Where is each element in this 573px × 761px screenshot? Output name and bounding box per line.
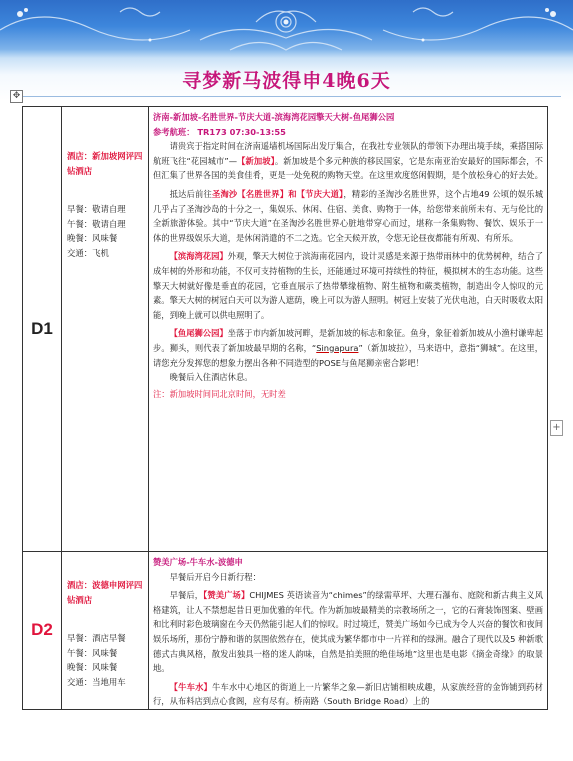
paragraph: 【牛车水】牛车水中心地区的街道上一片繁华之象—新旧店铺相映成趣，从家族经营的金饰铺到药材行，从布料店到点心食阁，应有尽有。桥南路（South Bridge Road）上的 xyxy=(153,681,543,707)
paragraph: 请贵宾于指定时间在济南遥墙机场国际出发厅集合，在我社专业领队的带领下办理出境手续，乘搭国际航班飞往“花园城市”—【新加坡】。新加坡是个多元种族的移民国家，它是东南亚治安最好的国际都会，不但汇集了世界各国的美食佳肴，更是一处免税的购物天堂。在这里欢度悠闲假期，是个放松身心的好去处。 xyxy=(153,141,543,181)
day-row-1 xyxy=(23,107,548,552)
ornament-decoration xyxy=(0,0,573,58)
day-info-cell xyxy=(62,107,149,552)
day-route: 赞美广场-牛车水-波德申 xyxy=(153,557,243,567)
hotel-info: 酒店：新加坡网评四钻酒店 xyxy=(67,151,143,176)
day-detail-cell xyxy=(149,552,548,710)
add-column-icon[interactable]: + xyxy=(550,420,563,436)
paragraph: 晚餐后入住酒店休息。 xyxy=(169,372,253,383)
transport: 交通：当地用车 xyxy=(67,676,126,687)
meal-lunch: 午餐：风味餐 xyxy=(67,647,118,658)
paragraph: 早餐后开启今日新行程： xyxy=(169,571,261,582)
paragraph: 【滨海湾花园】外观，擎天大树位于滨海南花园内，设计灵感是来源于热带雨林中的优势树种，结合了成年树的外形和功能，不仅可支持植物的生长，还能通过环境可持续性的特征，模拟树木的生态功能。这些擎天大树就好像是垂直的花园，它垂直展示了热带攀缘植物、附生植物和蕨类植物，制造出令人惊叹的元素。擎天大树的树冠白天可以为游人遮荫，晚上可以为游人照明。树冠上安装了光伏电池，白天时吸收太阳能，到晚上就可以供电照明了。 xyxy=(153,251,543,320)
meal-lunch: 午餐：敬请自理 xyxy=(67,218,126,229)
transport: 交通：飞机 xyxy=(67,247,109,258)
day-row-2 xyxy=(23,552,548,710)
meal-breakfast: 早餐：酒店早餐 xyxy=(67,633,126,644)
paragraph: 抵达后前往圣淘沙【名胜世界】和【节庆大道】，精彩的圣淘沙名胜世界，这个占地49 公顷的娱乐城几乎占了圣淘沙岛的十分之一，集娱乐、休闲、住宿、美食、购物于一体，给您带来前所未有、无与伦比的全新旅游体验。其中“节庆大道”在圣淘沙名胜世界心脏地带穿心而过，堪称一条集购物、餐饮、娱乐于一体的世界级娱乐大道，是休闲消遣的不二之选。它全天候开放，令您无论昼夜都能有所观、有所乐。 xyxy=(153,188,543,243)
day-route: 济南-新加坡-名胜世界-节庆大道-滨海湾花园擎天大树-鱼尾狮公园 xyxy=(153,112,395,122)
day-label: D2 xyxy=(31,620,53,640)
page-title: 寻梦新马波得申4晚6天 xyxy=(182,70,391,92)
itinerary-table xyxy=(22,106,548,710)
day-label-cell xyxy=(23,552,62,710)
meal-breakfast: 早餐：敬请自理 xyxy=(67,204,126,215)
table-move-handle-icon[interactable]: ✥ xyxy=(10,90,23,103)
header-banner xyxy=(0,0,573,58)
time-note: 注：新加坡时间同北京时间，无时差 xyxy=(153,388,286,399)
day-label: D1 xyxy=(31,319,53,338)
meals-list xyxy=(67,202,144,260)
paragraph: 【鱼尾狮公园】坐落于市内新加坡河畔，是新加坡的标志和象征。鱼身，象征着新加坡从小渔村谦卑起步。狮头，则代表了新加坡最早期的名称，“Singapura”（新加坡拉），马来语中，意指“狮城”。在这里，请您充分发挥您的想象力摆出各种不同造型的POSE与鱼尾狮亲密合影吧！ xyxy=(153,328,543,368)
hotel-info: 酒店：波德申网评四钻酒店 xyxy=(67,580,143,605)
day-detail-cell xyxy=(149,107,548,552)
meal-dinner: 晚餐：风味餐 xyxy=(67,662,118,673)
day-label-cell xyxy=(23,107,62,552)
title-divider xyxy=(16,96,561,97)
day-info-cell xyxy=(62,552,149,710)
meal-dinner: 晚餐：风味餐 xyxy=(67,233,118,244)
paragraph: 早餐后，【赞美广场】CHIJMES 英语读音为“chimes”的绿需草坪、大理石瀑布、庭院和新古典主义风格建筑，让人不禁想起昔日更加优雅的年代。作为新加坡最精美的宗教场所之一，它的石膏装饰图案、壁画和比利时彩色玻璃窗在今天仍然能引起人们的惊叹。时过境迁，赞美广场如今已成为令人兴奋的餐饮和夜间娱乐场所，那份宁静和谐的氛围依然存在，使其成为繁华都市中一片祥和的绿洲。融合了现代以及5 种新歌德式古典风格，散发出独具一格的迷人韵味，自然是拍美照的绝佳场地”这里也是电影《摘金奇缘》的取景地。 xyxy=(153,590,543,674)
flight-info: 参考航班： TR173 07:30-13:55 xyxy=(153,126,286,137)
meals-list xyxy=(67,631,144,689)
